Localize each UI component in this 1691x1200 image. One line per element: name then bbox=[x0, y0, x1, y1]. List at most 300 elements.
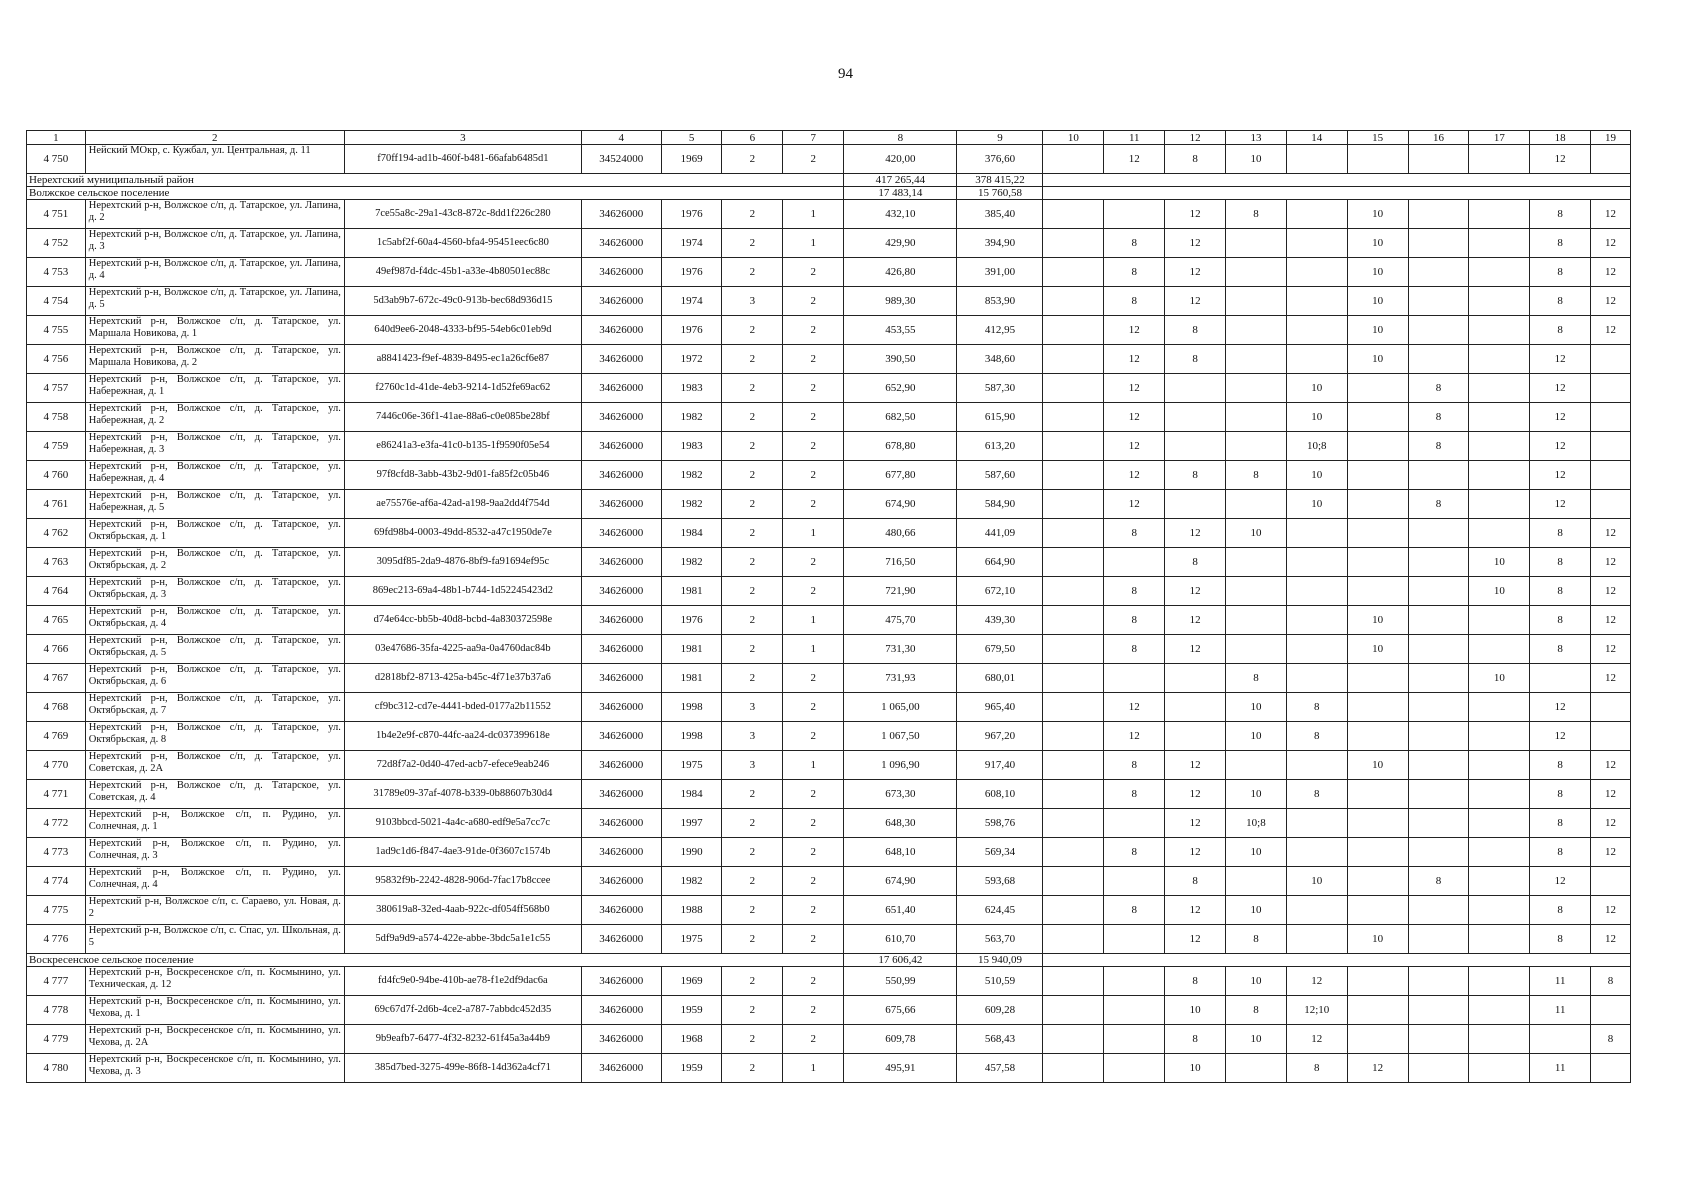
term-cell-col-16 bbox=[1408, 1025, 1469, 1054]
term-cell-col-14: 12 bbox=[1286, 967, 1347, 996]
term-cell-col-18: 12 bbox=[1530, 867, 1591, 896]
term-cell-col-12: 12 bbox=[1165, 200, 1226, 229]
year-cell: 1969 bbox=[661, 145, 722, 174]
floors-cell: 2 bbox=[722, 925, 783, 954]
term-cell-col-10 bbox=[1043, 693, 1104, 722]
term-cell-col-19 bbox=[1591, 461, 1631, 490]
term-cell-col-15 bbox=[1347, 403, 1408, 432]
guid-cell: 03e47686-35fa-4225-aa9a-0a4760dac84b bbox=[344, 635, 581, 664]
row-number: 4 758 bbox=[27, 403, 86, 432]
term-cell-col-13: 8 bbox=[1226, 200, 1287, 229]
total-area-cell: 475,70 bbox=[844, 606, 957, 635]
row-number: 4 754 bbox=[27, 287, 86, 316]
term-cell-col-11: 12 bbox=[1104, 432, 1165, 461]
term-cell-col-17 bbox=[1469, 316, 1530, 345]
address-cell: Нерехтский р-н, Волжское с/п, д. Татарское, ул. Набережная, д. 4 bbox=[85, 461, 344, 490]
guid-cell: 385d7bed-3275-499e-86f8-14d362a4cf71 bbox=[344, 1054, 581, 1083]
term-cell-col-11 bbox=[1104, 1054, 1165, 1083]
term-cell-col-14 bbox=[1286, 258, 1347, 287]
term-cell-col-10 bbox=[1043, 145, 1104, 174]
year-cell: 1981 bbox=[661, 664, 722, 693]
table-row bbox=[27, 548, 1631, 577]
term-cell-col-19: 12 bbox=[1591, 838, 1631, 867]
column-number: 13 bbox=[1226, 131, 1287, 145]
term-cell-col-19 bbox=[1591, 345, 1631, 374]
floors-cell: 2 bbox=[722, 577, 783, 606]
term-cell-col-11 bbox=[1104, 200, 1165, 229]
term-cell-col-18: 12 bbox=[1530, 403, 1591, 432]
term-cell-col-11: 12 bbox=[1104, 145, 1165, 174]
term-cell-col-12: 12 bbox=[1165, 258, 1226, 287]
year-cell: 1959 bbox=[661, 1054, 722, 1083]
term-cell-col-17 bbox=[1469, 838, 1530, 867]
term-cell-col-18: 8 bbox=[1530, 896, 1591, 925]
total-area-cell: 673,30 bbox=[844, 780, 957, 809]
term-cell-col-11: 12 bbox=[1104, 403, 1165, 432]
entrances-cell: 2 bbox=[783, 1025, 844, 1054]
year-cell: 1984 bbox=[661, 519, 722, 548]
oktmo-cell: 34626000 bbox=[581, 316, 661, 345]
term-cell-col-15 bbox=[1347, 896, 1408, 925]
term-cell-col-15 bbox=[1347, 809, 1408, 838]
term-cell-col-17 bbox=[1469, 200, 1530, 229]
living-area-cell: 563,70 bbox=[957, 925, 1043, 954]
address-cell: Нерехтский р-н, Воскресенское с/п, п. Космынино, ул. Чехова, д. 1 bbox=[85, 996, 344, 1025]
entrances-cell: 2 bbox=[783, 693, 844, 722]
term-cell-col-15 bbox=[1347, 967, 1408, 996]
address-cell: Нерехтский р-н, Воскресенское с/п, п. Космынино, ул. Чехова, д. 3 bbox=[85, 1054, 344, 1083]
year-cell: 1976 bbox=[661, 258, 722, 287]
term-cell-col-11 bbox=[1104, 809, 1165, 838]
address-cell: Нерехтский р-н, Волжское с/п, д. Татарское, ул. Лапина, д. 5 bbox=[85, 287, 344, 316]
total-area-cell: 495,91 bbox=[844, 1054, 957, 1083]
term-cell-col-15 bbox=[1347, 461, 1408, 490]
term-cell-col-19: 12 bbox=[1591, 519, 1631, 548]
living-area-cell: 568,43 bbox=[957, 1025, 1043, 1054]
total-area-cell: 989,30 bbox=[844, 287, 957, 316]
year-cell: 1981 bbox=[661, 635, 722, 664]
column-number: 10 bbox=[1043, 131, 1104, 145]
address-cell: Нерехтский р-н, Волжское с/п, д. Татарское, ул. Маршала Новикова, д. 1 bbox=[85, 316, 344, 345]
term-cell-col-10 bbox=[1043, 996, 1104, 1025]
term-cell-col-15 bbox=[1347, 664, 1408, 693]
term-cell-col-18: 12 bbox=[1530, 461, 1591, 490]
term-cell-col-10 bbox=[1043, 722, 1104, 751]
floors-cell: 2 bbox=[722, 548, 783, 577]
table-row bbox=[27, 606, 1631, 635]
table-row bbox=[27, 577, 1631, 606]
column-number: 8 bbox=[844, 131, 957, 145]
term-cell-col-18: 8 bbox=[1530, 606, 1591, 635]
year-cell: 1974 bbox=[661, 287, 722, 316]
term-cell-col-13: 10;8 bbox=[1226, 809, 1287, 838]
row-number: 4 756 bbox=[27, 345, 86, 374]
floors-cell: 2 bbox=[722, 867, 783, 896]
year-cell: 1982 bbox=[661, 461, 722, 490]
oktmo-cell: 34626000 bbox=[581, 548, 661, 577]
term-cell-col-17 bbox=[1469, 722, 1530, 751]
year-cell: 1990 bbox=[661, 838, 722, 867]
address-cell: Нерехтский р-н, Волжское с/п, д. Татарское, ул. Октябрьская, д. 7 bbox=[85, 693, 344, 722]
total-area-cell: 432,10 bbox=[844, 200, 957, 229]
term-cell-col-12 bbox=[1165, 693, 1226, 722]
term-cell-col-13: 10 bbox=[1226, 780, 1287, 809]
term-cell-col-16 bbox=[1408, 606, 1469, 635]
section-subtotal-row bbox=[27, 174, 1631, 187]
term-cell-col-19 bbox=[1591, 432, 1631, 461]
table-row bbox=[27, 461, 1631, 490]
term-cell-col-13 bbox=[1226, 316, 1287, 345]
term-cell-col-11: 8 bbox=[1104, 896, 1165, 925]
term-cell-col-16 bbox=[1408, 316, 1469, 345]
term-cell-col-16 bbox=[1408, 1054, 1469, 1083]
address-cell: Нерехтский р-н, Воскресенское с/п, п. Космынино, ул. Чехова, д. 2А bbox=[85, 1025, 344, 1054]
term-cell-col-14: 8 bbox=[1286, 693, 1347, 722]
term-cell-col-17 bbox=[1469, 519, 1530, 548]
term-cell-col-14 bbox=[1286, 145, 1347, 174]
address-cell: Нерехтский р-н, Волжское с/п, п. Рудино, ул. Солнечная, д. 4 bbox=[85, 867, 344, 896]
term-cell-col-10 bbox=[1043, 867, 1104, 896]
column-number: 18 bbox=[1530, 131, 1591, 145]
term-cell-col-12: 8 bbox=[1165, 548, 1226, 577]
year-cell: 1976 bbox=[661, 606, 722, 635]
term-cell-col-19 bbox=[1591, 490, 1631, 519]
floors-cell: 2 bbox=[722, 519, 783, 548]
term-cell-col-17 bbox=[1469, 345, 1530, 374]
term-cell-col-13 bbox=[1226, 345, 1287, 374]
term-cell-col-15 bbox=[1347, 374, 1408, 403]
guid-cell: 69fd98b4-0003-49dd-8532-a47c1950de7e bbox=[344, 519, 581, 548]
term-cell-col-19 bbox=[1591, 722, 1631, 751]
living-area-cell: 587,60 bbox=[957, 461, 1043, 490]
term-cell-col-17 bbox=[1469, 145, 1530, 174]
row-number: 4 759 bbox=[27, 432, 86, 461]
term-cell-col-14 bbox=[1286, 809, 1347, 838]
floors-cell: 2 bbox=[722, 316, 783, 345]
living-area-cell: 510,59 bbox=[957, 967, 1043, 996]
term-cell-col-15 bbox=[1347, 519, 1408, 548]
term-cell-col-14: 10 bbox=[1286, 490, 1347, 519]
table-row bbox=[27, 316, 1631, 345]
term-cell-col-14 bbox=[1286, 200, 1347, 229]
living-area-cell: 441,09 bbox=[957, 519, 1043, 548]
term-cell-col-10 bbox=[1043, 577, 1104, 606]
table-row bbox=[27, 229, 1631, 258]
row-number: 4 772 bbox=[27, 809, 86, 838]
oktmo-cell: 34626000 bbox=[581, 722, 661, 751]
living-area-cell: 609,28 bbox=[957, 996, 1043, 1025]
term-cell-col-11 bbox=[1104, 967, 1165, 996]
term-cell-col-18: 8 bbox=[1530, 751, 1591, 780]
term-cell-col-15: 10 bbox=[1347, 316, 1408, 345]
guid-cell: 869ec213-69a4-48b1-b744-1d52245423d2 bbox=[344, 577, 581, 606]
term-cell-col-19 bbox=[1591, 996, 1631, 1025]
year-cell: 1982 bbox=[661, 867, 722, 896]
term-cell-col-10 bbox=[1043, 664, 1104, 693]
term-cell-col-12: 10 bbox=[1165, 1054, 1226, 1083]
floors-cell: 2 bbox=[722, 229, 783, 258]
table-row bbox=[27, 809, 1631, 838]
living-area-cell: 680,01 bbox=[957, 664, 1043, 693]
term-cell-col-18: 8 bbox=[1530, 519, 1591, 548]
term-cell-col-10 bbox=[1043, 490, 1104, 519]
term-cell-col-16 bbox=[1408, 548, 1469, 577]
table-row bbox=[27, 519, 1631, 548]
term-cell-col-13 bbox=[1226, 287, 1287, 316]
section-living-area: 15 940,09 bbox=[957, 954, 1043, 967]
total-area-cell: 609,78 bbox=[844, 1025, 957, 1054]
section-living-area: 378 415,22 bbox=[957, 174, 1043, 187]
term-cell-col-10 bbox=[1043, 461, 1104, 490]
oktmo-cell: 34626000 bbox=[581, 867, 661, 896]
term-cell-col-13: 8 bbox=[1226, 461, 1287, 490]
term-cell-col-17 bbox=[1469, 287, 1530, 316]
section-label: Волжское сельское поселение bbox=[27, 187, 844, 200]
term-cell-col-17 bbox=[1469, 635, 1530, 664]
term-cell-col-14 bbox=[1286, 664, 1347, 693]
row-number: 4 777 bbox=[27, 967, 86, 996]
entrances-cell: 2 bbox=[783, 432, 844, 461]
oktmo-cell: 34626000 bbox=[581, 287, 661, 316]
entrances-cell: 1 bbox=[783, 1054, 844, 1083]
term-cell-col-14: 10 bbox=[1286, 403, 1347, 432]
living-area-cell: 967,20 bbox=[957, 722, 1043, 751]
year-cell: 1988 bbox=[661, 896, 722, 925]
total-area-cell: 610,70 bbox=[844, 925, 957, 954]
term-cell-col-14: 10;8 bbox=[1286, 432, 1347, 461]
living-area-cell: 587,30 bbox=[957, 374, 1043, 403]
term-cell-col-16 bbox=[1408, 664, 1469, 693]
floors-cell: 2 bbox=[722, 967, 783, 996]
row-number: 4 753 bbox=[27, 258, 86, 287]
term-cell-col-17 bbox=[1469, 996, 1530, 1025]
entrances-cell: 2 bbox=[783, 722, 844, 751]
oktmo-cell: 34626000 bbox=[581, 1025, 661, 1054]
term-cell-col-18: 11 bbox=[1530, 1054, 1591, 1083]
table-row bbox=[27, 258, 1631, 287]
term-cell-col-10 bbox=[1043, 606, 1104, 635]
term-cell-col-19: 12 bbox=[1591, 548, 1631, 577]
total-area-cell: 550,99 bbox=[844, 967, 957, 996]
term-cell-col-16 bbox=[1408, 461, 1469, 490]
guid-cell: 9b9eafb7-6477-4f32-8232-61f45a3a44b9 bbox=[344, 1025, 581, 1054]
term-cell-col-17: 10 bbox=[1469, 664, 1530, 693]
term-cell-col-17 bbox=[1469, 780, 1530, 809]
term-cell-col-15 bbox=[1347, 577, 1408, 606]
term-cell-col-11: 8 bbox=[1104, 751, 1165, 780]
term-cell-col-10 bbox=[1043, 809, 1104, 838]
year-cell: 1983 bbox=[661, 374, 722, 403]
table-row bbox=[27, 200, 1631, 229]
floors-cell: 2 bbox=[722, 1054, 783, 1083]
term-cell-col-18: 8 bbox=[1530, 548, 1591, 577]
term-cell-col-14: 10 bbox=[1286, 867, 1347, 896]
term-cell-col-12 bbox=[1165, 403, 1226, 432]
address-cell: Нерехтский р-н, Волжское с/п, д. Татарское, ул. Октябрьская, д. 3 bbox=[85, 577, 344, 606]
floors-cell: 2 bbox=[722, 374, 783, 403]
term-cell-col-19: 12 bbox=[1591, 287, 1631, 316]
term-cell-col-10 bbox=[1043, 316, 1104, 345]
guid-cell: cf9bc312-cd7e-4441-bded-0177a2b11552 bbox=[344, 693, 581, 722]
term-cell-col-10 bbox=[1043, 780, 1104, 809]
term-cell-col-16 bbox=[1408, 519, 1469, 548]
term-cell-col-14 bbox=[1286, 925, 1347, 954]
row-number: 4 760 bbox=[27, 461, 86, 490]
term-cell-col-18: 8 bbox=[1530, 229, 1591, 258]
term-cell-col-19: 12 bbox=[1591, 316, 1631, 345]
term-cell-col-15: 10 bbox=[1347, 258, 1408, 287]
term-cell-col-14 bbox=[1286, 635, 1347, 664]
total-area-cell: 682,50 bbox=[844, 403, 957, 432]
term-cell-col-15 bbox=[1347, 722, 1408, 751]
table-row bbox=[27, 996, 1631, 1025]
living-area-cell: 348,60 bbox=[957, 345, 1043, 374]
table-row bbox=[27, 403, 1631, 432]
term-cell-col-11: 8 bbox=[1104, 258, 1165, 287]
term-cell-col-14 bbox=[1286, 751, 1347, 780]
guid-cell: ae75576e-af6a-42ad-a198-9aa2dd4f754d bbox=[344, 490, 581, 519]
row-number: 4 764 bbox=[27, 577, 86, 606]
housing-register-table bbox=[26, 130, 1631, 1083]
term-cell-col-14: 8 bbox=[1286, 722, 1347, 751]
term-cell-col-11: 8 bbox=[1104, 635, 1165, 664]
term-cell-col-10 bbox=[1043, 635, 1104, 664]
term-cell-col-15: 12 bbox=[1347, 1054, 1408, 1083]
address-cell: Нерехтский р-н, Волжское с/п, д. Татарское, ул. Октябрьская, д. 6 bbox=[85, 664, 344, 693]
table-row bbox=[27, 838, 1631, 867]
row-number: 4 775 bbox=[27, 896, 86, 925]
year-cell: 1984 bbox=[661, 780, 722, 809]
guid-cell: 9103bbcd-5021-4a4c-a680-edf9e5a7cc7c bbox=[344, 809, 581, 838]
term-cell-col-12 bbox=[1165, 722, 1226, 751]
term-cell-col-17: 10 bbox=[1469, 577, 1530, 606]
term-cell-col-13 bbox=[1226, 403, 1287, 432]
total-area-cell: 1 065,00 bbox=[844, 693, 957, 722]
entrances-cell: 2 bbox=[783, 374, 844, 403]
term-cell-col-19: 12 bbox=[1591, 606, 1631, 635]
total-area-cell: 453,55 bbox=[844, 316, 957, 345]
term-cell-col-19 bbox=[1591, 374, 1631, 403]
oktmo-cell: 34626000 bbox=[581, 809, 661, 838]
term-cell-col-19: 12 bbox=[1591, 809, 1631, 838]
term-cell-col-10 bbox=[1043, 1054, 1104, 1083]
term-cell-col-11: 12 bbox=[1104, 461, 1165, 490]
entrances-cell: 2 bbox=[783, 967, 844, 996]
term-cell-col-17 bbox=[1469, 1054, 1530, 1083]
total-area-cell: 674,90 bbox=[844, 490, 957, 519]
term-cell-col-17 bbox=[1469, 403, 1530, 432]
term-cell-col-12: 8 bbox=[1165, 461, 1226, 490]
term-cell-col-10 bbox=[1043, 403, 1104, 432]
floors-cell: 3 bbox=[722, 693, 783, 722]
term-cell-col-12 bbox=[1165, 374, 1226, 403]
term-cell-col-18: 8 bbox=[1530, 780, 1591, 809]
term-cell-col-13 bbox=[1226, 374, 1287, 403]
term-cell-col-13 bbox=[1226, 229, 1287, 258]
row-number: 4 755 bbox=[27, 316, 86, 345]
term-cell-col-18: 12 bbox=[1530, 722, 1591, 751]
term-cell-col-14 bbox=[1286, 316, 1347, 345]
column-number: 3 bbox=[344, 131, 581, 145]
term-cell-col-11: 8 bbox=[1104, 287, 1165, 316]
term-cell-col-18: 8 bbox=[1530, 577, 1591, 606]
oktmo-cell: 34626000 bbox=[581, 374, 661, 403]
table-row bbox=[27, 432, 1631, 461]
term-cell-col-13: 10 bbox=[1226, 693, 1287, 722]
row-number: 4 766 bbox=[27, 635, 86, 664]
year-cell: 1974 bbox=[661, 229, 722, 258]
year-cell: 1998 bbox=[661, 722, 722, 751]
entrances-cell: 2 bbox=[783, 145, 844, 174]
term-cell-col-13: 10 bbox=[1226, 967, 1287, 996]
table-row bbox=[27, 1025, 1631, 1054]
term-cell-col-16 bbox=[1408, 229, 1469, 258]
entrances-cell: 2 bbox=[783, 838, 844, 867]
term-cell-col-16 bbox=[1408, 809, 1469, 838]
table-row bbox=[27, 751, 1631, 780]
term-cell-col-11: 12 bbox=[1104, 722, 1165, 751]
floors-cell: 2 bbox=[722, 490, 783, 519]
term-cell-col-10 bbox=[1043, 258, 1104, 287]
row-number: 4 769 bbox=[27, 722, 86, 751]
term-cell-col-17 bbox=[1469, 809, 1530, 838]
total-area-cell: 677,80 bbox=[844, 461, 957, 490]
address-cell: Нерехтский р-н, Волжское с/п, д. Татарское, ул. Советская, д. 4 bbox=[85, 780, 344, 809]
term-cell-col-10 bbox=[1043, 967, 1104, 996]
oktmo-cell: 34626000 bbox=[581, 461, 661, 490]
term-cell-col-13: 10 bbox=[1226, 145, 1287, 174]
table-row bbox=[27, 345, 1631, 374]
row-number: 4 757 bbox=[27, 374, 86, 403]
total-area-cell: 678,80 bbox=[844, 432, 957, 461]
row-number: 4 751 bbox=[27, 200, 86, 229]
floors-cell: 2 bbox=[722, 403, 783, 432]
guid-cell: f2760c1d-41de-4eb3-9214-1d52fe69ac62 bbox=[344, 374, 581, 403]
term-cell-col-15 bbox=[1347, 867, 1408, 896]
term-cell-col-16 bbox=[1408, 838, 1469, 867]
total-area-cell: 675,66 bbox=[844, 996, 957, 1025]
oktmo-cell: 34626000 bbox=[581, 967, 661, 996]
section-total-area: 417 265,44 bbox=[844, 174, 957, 187]
term-cell-col-12: 8 bbox=[1165, 145, 1226, 174]
floors-cell: 2 bbox=[722, 432, 783, 461]
column-number-row bbox=[27, 131, 1631, 145]
floors-cell: 3 bbox=[722, 751, 783, 780]
year-cell: 1972 bbox=[661, 345, 722, 374]
table-row bbox=[27, 287, 1631, 316]
term-cell-col-12: 8 bbox=[1165, 316, 1226, 345]
oktmo-cell: 34626000 bbox=[581, 751, 661, 780]
guid-cell: a8841423-f9ef-4839-8495-ec1a26cf6e87 bbox=[344, 345, 581, 374]
term-cell-col-12: 12 bbox=[1165, 577, 1226, 606]
guid-cell: 49ef987d-f4dc-45b1-a33e-4b80501ec88c bbox=[344, 258, 581, 287]
column-number: 9 bbox=[957, 131, 1043, 145]
term-cell-col-10 bbox=[1043, 519, 1104, 548]
total-area-cell: 648,10 bbox=[844, 838, 957, 867]
term-cell-col-12: 12 bbox=[1165, 229, 1226, 258]
table-row bbox=[27, 145, 1631, 174]
term-cell-col-11 bbox=[1104, 996, 1165, 1025]
floors-cell: 2 bbox=[722, 461, 783, 490]
address-cell: Нерехтский р-н, Волжское с/п, с. Спас, ул. Школьная, д. 5 bbox=[85, 925, 344, 954]
total-area-cell: 731,30 bbox=[844, 635, 957, 664]
total-area-cell: 651,40 bbox=[844, 896, 957, 925]
oktmo-cell: 34626000 bbox=[581, 490, 661, 519]
term-cell-col-10 bbox=[1043, 838, 1104, 867]
term-cell-col-12: 12 bbox=[1165, 780, 1226, 809]
floors-cell: 2 bbox=[722, 145, 783, 174]
term-cell-col-15: 10 bbox=[1347, 751, 1408, 780]
